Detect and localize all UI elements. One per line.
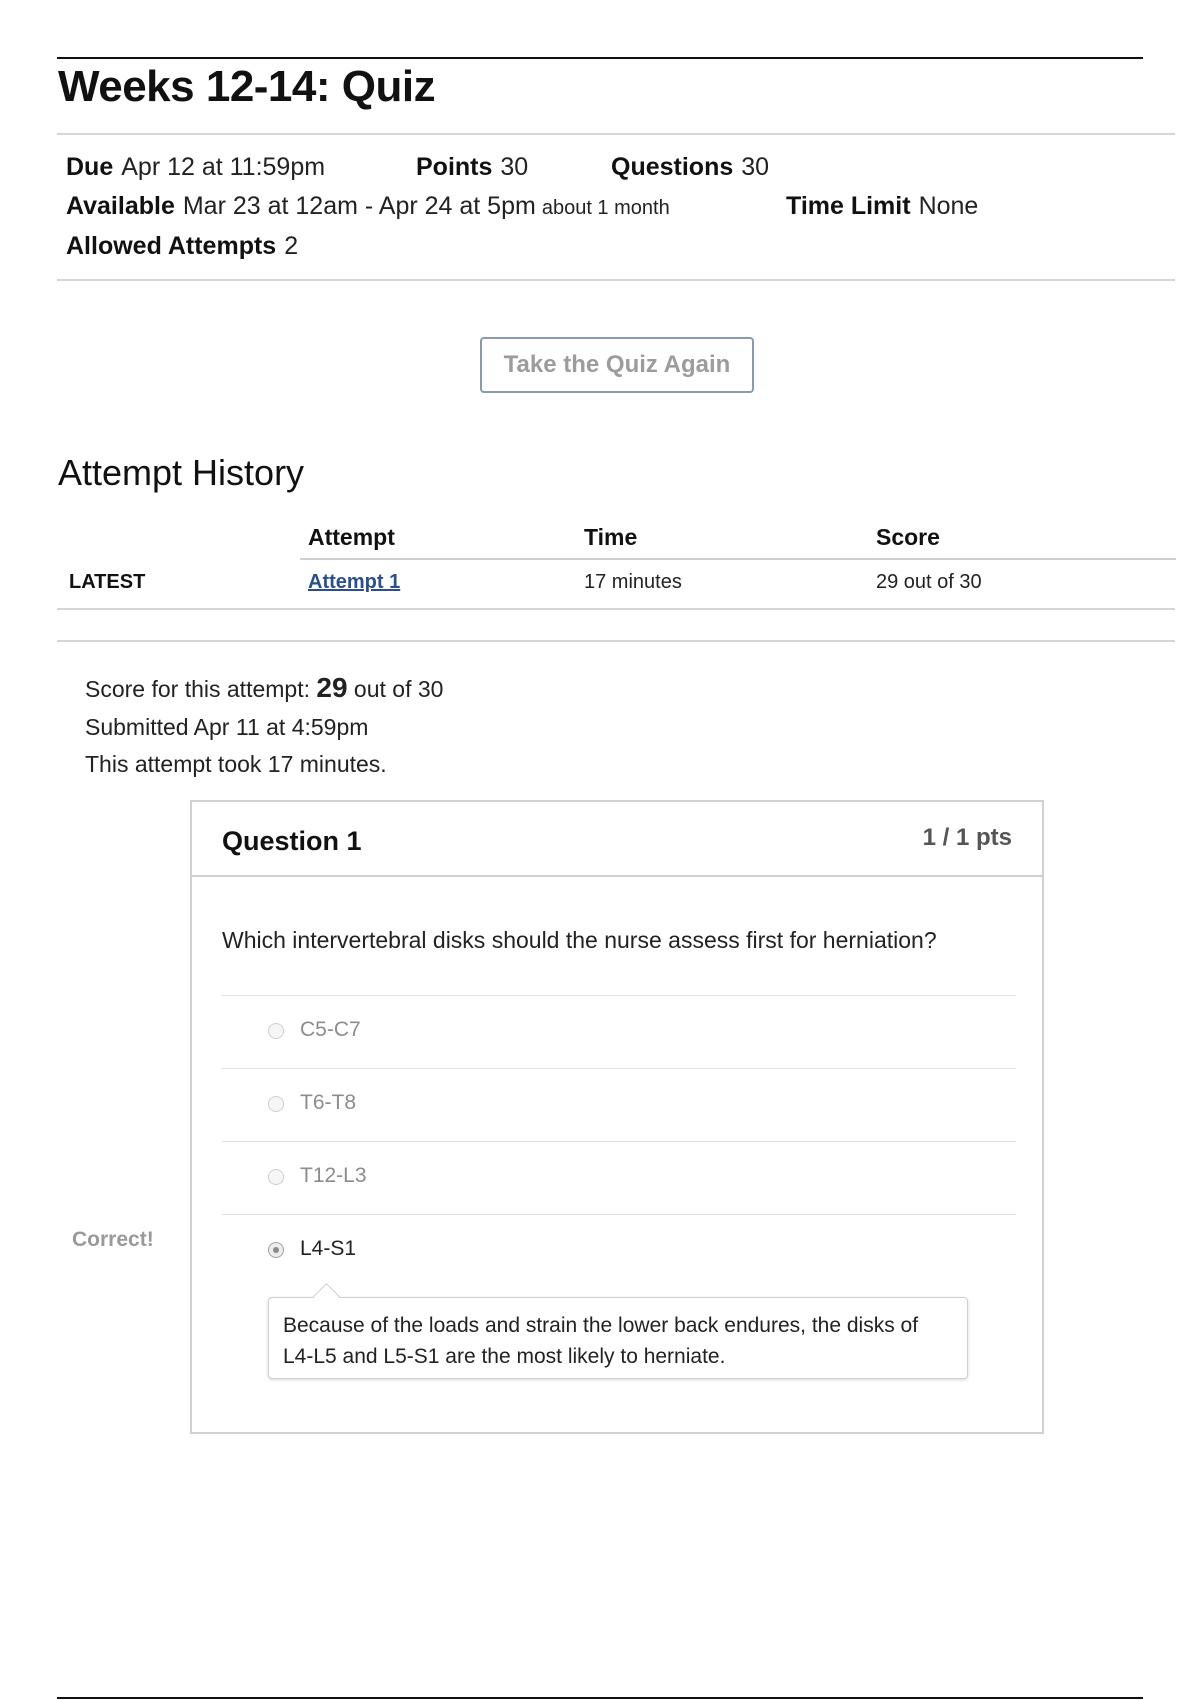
correct-answer-flag: Correct!: [72, 1228, 160, 1252]
available-duration: about 1 month: [541, 197, 670, 219]
answer-option[interactable]: [222, 995, 1016, 1068]
title-divider: [57, 133, 1175, 135]
due-label: Due: [66, 153, 114, 181]
questions-label: Questions: [611, 153, 734, 181]
radio-icon[interactable]: [268, 1169, 284, 1185]
column-header-time: Time: [584, 524, 638, 550]
question-points: 1 / 1 pts: [922, 824, 1012, 851]
table-row-divider: [57, 608, 1175, 610]
available-label: Available: [66, 192, 175, 220]
answer-option[interactable]: [222, 1068, 1016, 1141]
attempts-label: Allowed Attempts: [66, 232, 277, 260]
due-info: [66, 153, 325, 182]
score-value: 29: [316, 672, 348, 703]
questions-info: [611, 153, 769, 182]
answer-option[interactable]: [222, 1141, 1016, 1214]
answer-label: C5-C7: [300, 1018, 361, 1041]
column-header-score: Score: [876, 524, 940, 550]
take-quiz-again-button[interactable]: Take the Quiz Again: [480, 337, 754, 393]
latest-tag: LATEST: [69, 571, 146, 593]
points-info: [416, 153, 528, 182]
radio-icon[interactable]: [268, 1023, 284, 1039]
attempt-1-link[interactable]: Attempt 1: [308, 571, 401, 593]
submitted-text: Submitted Apr 11 at 4:59pm: [85, 714, 369, 740]
meta-divider: [57, 279, 1175, 281]
attempt-score: 29 out of 30: [876, 571, 982, 593]
quiz-title: Weeks 12-14: Quiz: [58, 62, 436, 111]
answer-label: L4-S1: [300, 1237, 357, 1260]
radio-selected-icon[interactable]: [268, 1242, 284, 1258]
answer-label: T12-L3: [300, 1164, 367, 1187]
time-limit-label: Time Limit: [786, 192, 911, 220]
attempt-history-heading: Attempt History: [58, 452, 305, 493]
question-title: Question 1: [222, 826, 362, 856]
question-text: Which intervertebral disks should the nurse assess first for herniation?: [222, 927, 937, 953]
question-header: [192, 802, 1042, 877]
duration-text: This attempt took 17 minutes.: [85, 751, 387, 777]
answer-label: T6-T8: [300, 1091, 357, 1114]
attempt-time: 17 minutes: [584, 571, 682, 593]
bottom-divider: [57, 1697, 1143, 1699]
points-label: Points: [416, 153, 493, 181]
available-value: Mar 23 at 12am - Apr 24 at 5pm: [182, 192, 536, 220]
due-value: Apr 12 at 11:59pm: [121, 153, 326, 181]
questions-value: 30: [741, 153, 770, 181]
points-value: 30: [500, 153, 529, 181]
time-limit-info: [786, 192, 978, 221]
score-suffix: out of 30: [353, 676, 444, 702]
section-divider: [57, 640, 1175, 642]
top-divider: [57, 57, 1143, 59]
radio-icon[interactable]: [268, 1096, 284, 1112]
attempts-info: [66, 232, 298, 261]
table-header-divider: [300, 558, 1176, 560]
answer-feedback: Because of the loads and strain the lower back endures, the disks of L4-L5 and L5-S1 are the most likely to herniate.: [268, 1297, 968, 1379]
score-prefix: Score for this attempt:: [85, 676, 310, 702]
attempts-value: 2: [284, 232, 299, 260]
available-info: [66, 192, 670, 221]
time-limit-value: None: [918, 192, 979, 220]
attempt-score-summary: [85, 672, 443, 704]
answer-option-selected[interactable]: [222, 1214, 1016, 1287]
column-header-attempt: Attempt: [308, 524, 395, 550]
